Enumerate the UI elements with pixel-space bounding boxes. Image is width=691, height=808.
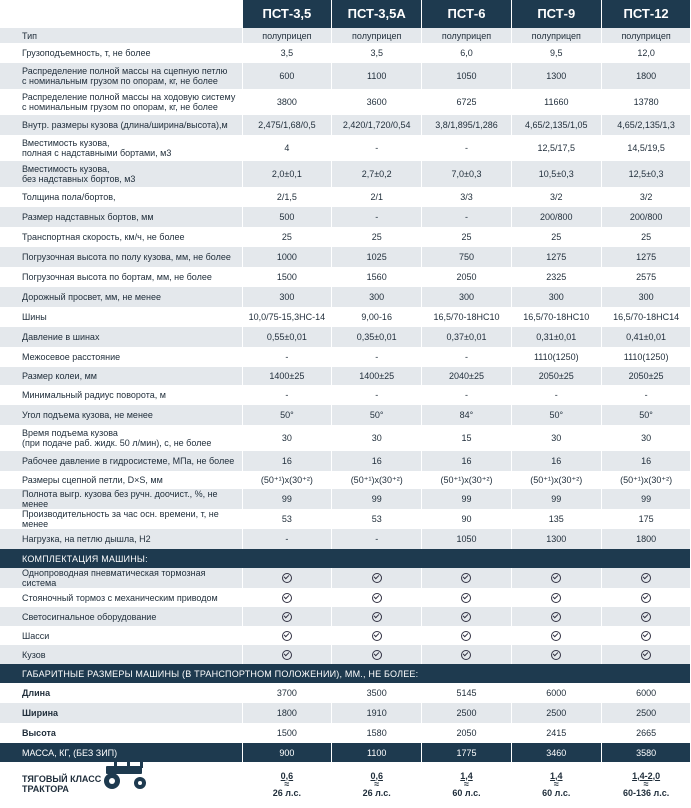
dimension-value: 6000 bbox=[601, 683, 691, 703]
spec-label: Угол подъема кузова, не менее bbox=[0, 405, 242, 425]
check-circle-icon bbox=[282, 612, 292, 622]
traction-label bbox=[0, 762, 242, 806]
spec-value: 1800 bbox=[601, 63, 691, 89]
spec-row bbox=[0, 471, 691, 489]
dimension-label: Длина bbox=[0, 683, 242, 703]
spec-label: Внутр. размеры кузова (длина/ширина/высота),м bbox=[0, 115, 242, 135]
check-circle-icon bbox=[282, 650, 292, 660]
spec-row bbox=[0, 347, 691, 367]
spec-value: 16,5/70-18НС14 bbox=[601, 307, 691, 327]
spec-value: 25 bbox=[242, 227, 332, 247]
spec-value: 9,5 bbox=[511, 43, 601, 63]
spec-label: Шины bbox=[0, 307, 242, 327]
dimension-value: 1800 bbox=[242, 703, 332, 723]
spec-value: 600 bbox=[242, 63, 332, 89]
approx-icon: ≈ bbox=[374, 778, 380, 789]
dimension-value: 3500 bbox=[332, 683, 422, 703]
spec-value: 7,0±0,3 bbox=[422, 161, 512, 187]
spec-value: 2050±25 bbox=[601, 367, 691, 385]
approx-icon: ≈ bbox=[464, 778, 469, 789]
check-circle-icon bbox=[372, 593, 382, 603]
equipment-row bbox=[0, 588, 691, 607]
spec-value: - bbox=[242, 529, 332, 549]
equipment-cell bbox=[422, 626, 512, 645]
spec-value: 99 bbox=[601, 489, 691, 509]
spec-label: Дорожный просвет, мм, не менее bbox=[0, 287, 242, 307]
equipment-cell bbox=[511, 645, 601, 664]
traction-power: 26 л.с. bbox=[362, 787, 391, 798]
spec-value: - bbox=[332, 135, 422, 161]
spec-row bbox=[0, 28, 691, 43]
spec-value: 16,5/70-18НС10 bbox=[422, 307, 512, 327]
spec-value: - bbox=[242, 347, 332, 367]
spec-value: (50⁺¹)х(30⁺²) bbox=[601, 471, 691, 489]
section-dimensions bbox=[0, 664, 691, 683]
spec-value: 10,5±0,3 bbox=[511, 161, 601, 187]
dimension-row bbox=[0, 723, 691, 743]
spec-row bbox=[0, 529, 691, 549]
mass-value: 3580 bbox=[601, 743, 691, 762]
equipment-cell bbox=[511, 588, 601, 607]
spec-value: - bbox=[601, 385, 691, 405]
spec-value: 750 bbox=[422, 247, 512, 267]
spec-value: 2575 bbox=[601, 267, 691, 287]
spec-value: полуприцеп bbox=[332, 28, 422, 43]
spec-label: Рабочее давление в гидросистеме, МПа, не более bbox=[0, 451, 242, 471]
header-blank bbox=[0, 0, 242, 28]
spec-value: 13780 bbox=[601, 89, 691, 115]
check-circle-icon bbox=[641, 612, 651, 622]
spec-value: 3,8/1,895/1,286 bbox=[422, 115, 512, 135]
spec-value: - bbox=[422, 385, 512, 405]
equipment-cell bbox=[422, 607, 512, 626]
traction-value bbox=[242, 762, 332, 806]
equipment-cell bbox=[601, 588, 691, 607]
section-equipment bbox=[0, 549, 691, 568]
check-circle-icon bbox=[461, 593, 471, 603]
spec-value: 6725 bbox=[422, 89, 512, 115]
equipment-cell bbox=[332, 588, 422, 607]
spec-value: 300 bbox=[511, 287, 601, 307]
spec-value: 300 bbox=[601, 287, 691, 307]
spec-value: 16 bbox=[601, 451, 691, 471]
spec-value: 2,0±0,1 bbox=[242, 161, 332, 187]
spec-value: 1400±25 bbox=[332, 367, 422, 385]
spec-label: Время подъема кузова (при подаче раб. жидк. 50 л/мин), с, не более bbox=[0, 425, 242, 451]
spec-value: 15 bbox=[422, 425, 512, 451]
spec-value: 30 bbox=[332, 425, 422, 451]
check-circle-icon bbox=[461, 631, 471, 641]
equipment-cell bbox=[332, 645, 422, 664]
spec-value: 2040±25 bbox=[422, 367, 512, 385]
dimension-value: 3700 bbox=[242, 683, 332, 703]
spec-value: (50⁺¹)х(30⁺²) bbox=[511, 471, 601, 489]
spec-value: 16 bbox=[422, 451, 512, 471]
dimension-value: 1580 bbox=[332, 723, 422, 743]
spec-value: 3800 bbox=[242, 89, 332, 115]
spec-value: 200/800 bbox=[601, 207, 691, 227]
spec-value: 3,5 bbox=[242, 43, 332, 63]
model-header: ПСТ-12 bbox=[601, 0, 691, 28]
equipment-cell bbox=[511, 607, 601, 626]
traction-value bbox=[422, 762, 512, 806]
spec-row bbox=[0, 247, 691, 267]
traction-class: 0,6 bbox=[370, 770, 383, 781]
spec-row bbox=[0, 267, 691, 287]
mass-label: МАССА, КГ, (БЕЗ ЗИП) bbox=[0, 743, 242, 762]
spec-value: 300 bbox=[242, 287, 332, 307]
equipment-row bbox=[0, 568, 691, 588]
spec-value: 300 bbox=[332, 287, 422, 307]
equipment-cell bbox=[332, 568, 422, 588]
spec-value: 99 bbox=[242, 489, 332, 509]
spec-value: 2/1 bbox=[332, 187, 422, 207]
spec-label: Межосевое расстояние bbox=[0, 347, 242, 367]
traction-value bbox=[601, 762, 691, 806]
check-circle-icon bbox=[551, 631, 561, 641]
spec-label: Вместимость кузова, полная с надставными бортами, м3 bbox=[0, 135, 242, 161]
dimension-value: 6000 bbox=[511, 683, 601, 703]
spec-label: Давление в шинах bbox=[0, 327, 242, 347]
spec-value: 0,55±0,01 bbox=[242, 327, 332, 347]
spec-row bbox=[0, 405, 691, 425]
spec-value: 0,31±0,01 bbox=[511, 327, 601, 347]
dimension-value: 2050 bbox=[422, 723, 512, 743]
equipment-row bbox=[0, 607, 691, 626]
model-header: ПСТ-3,5А bbox=[332, 0, 422, 28]
check-circle-icon bbox=[282, 573, 292, 583]
spec-row bbox=[0, 307, 691, 327]
spec-row bbox=[0, 367, 691, 385]
mass-value: 900 bbox=[242, 743, 332, 762]
spec-value: (50⁺¹)х(30⁺²) bbox=[242, 471, 332, 489]
spec-row bbox=[0, 425, 691, 451]
check-circle-icon bbox=[551, 612, 561, 622]
spec-value: 53 bbox=[332, 509, 422, 529]
check-circle-icon bbox=[282, 593, 292, 603]
spec-value: 4,65/2,135/1,05 bbox=[511, 115, 601, 135]
spec-value: 30 bbox=[601, 425, 691, 451]
spec-value: 16,5/70-18НС10 bbox=[511, 307, 601, 327]
approx-icon: ≈ bbox=[553, 778, 559, 789]
spec-label: Размеры сцепной петли, D×S, мм bbox=[0, 471, 242, 489]
spec-value: 1400±25 bbox=[242, 367, 332, 385]
spec-value: 25 bbox=[332, 227, 422, 247]
spec-value: 2050 bbox=[422, 267, 512, 287]
spec-value: 3600 bbox=[332, 89, 422, 115]
spec-value: 1110(1250) bbox=[601, 347, 691, 367]
spec-value: 9,00-16 bbox=[332, 307, 422, 327]
spec-value: 99 bbox=[422, 489, 512, 509]
equipment-cell bbox=[242, 607, 332, 626]
equipment-label: Однопроводная пневматическая тормозная система bbox=[0, 568, 242, 588]
spec-value: (50⁺¹)х(30⁺²) bbox=[332, 471, 422, 489]
traction-power: 26 л.с. bbox=[272, 787, 302, 798]
traction-power: 60-136 л.с. bbox=[622, 787, 670, 798]
spec-value: 14,5/19,5 bbox=[601, 135, 691, 161]
spec-label: Погрузочная высота по бортам, мм, не более bbox=[0, 267, 242, 287]
spec-value: 1050 bbox=[422, 63, 512, 89]
spec-row bbox=[0, 227, 691, 247]
spec-label: Толщина пола/бортов, bbox=[0, 187, 242, 207]
dimension-label: Ширина bbox=[0, 703, 242, 723]
spec-value: 1300 bbox=[511, 63, 601, 89]
check-circle-icon bbox=[641, 631, 651, 641]
equipment-cell bbox=[332, 626, 422, 645]
model-header: ПСТ-3,5 bbox=[242, 0, 332, 28]
spec-value: 3/2 bbox=[601, 187, 691, 207]
spec-value: - bbox=[332, 347, 422, 367]
model-header: ПСТ-6 bbox=[422, 0, 512, 28]
check-circle-icon bbox=[641, 593, 651, 603]
equipment-cell bbox=[422, 568, 512, 588]
dimension-value: 2665 bbox=[601, 723, 691, 743]
dimension-row bbox=[0, 683, 691, 703]
equipment-cell bbox=[511, 626, 601, 645]
spec-row bbox=[0, 451, 691, 471]
spec-label: Погрузочная высота по полу кузова, мм, не более bbox=[0, 247, 242, 267]
traction-power: 60 л.с. bbox=[542, 787, 571, 798]
equipment-cell bbox=[422, 588, 512, 607]
equipment-cell bbox=[422, 645, 512, 664]
spec-value: 4,65/2,135/1,3 bbox=[601, 115, 691, 135]
spec-row bbox=[0, 207, 691, 227]
spec-value: 12,5±0,3 bbox=[601, 161, 691, 187]
dimension-value: 5145 bbox=[422, 683, 512, 703]
equipment-cell bbox=[601, 645, 691, 664]
spec-value: 1560 bbox=[332, 267, 422, 287]
traction-class: 0,6 bbox=[280, 770, 294, 781]
spec-row bbox=[0, 509, 691, 529]
spec-row bbox=[0, 327, 691, 347]
section-title: ГАБАРИТНЫЕ РАЗМЕРЫ МАШИНЫ (В ТРАНСПОРТНОМ ПОЛОЖЕНИИ), ММ., НЕ БОЛЕЕ: bbox=[0, 664, 691, 683]
spec-value: 25 bbox=[511, 227, 601, 247]
spec-row bbox=[0, 135, 691, 161]
spec-value: - bbox=[422, 347, 512, 367]
spec-value: 1300 bbox=[511, 529, 601, 549]
spec-value: 1275 bbox=[511, 247, 601, 267]
spec-value: 3,5 bbox=[332, 43, 422, 63]
check-circle-icon bbox=[372, 612, 382, 622]
spec-label: Минимальный радиус поворота, м bbox=[0, 385, 242, 405]
equipment-cell bbox=[511, 568, 601, 588]
equipment-label: Стояночный тормоз с механическим приводом bbox=[0, 588, 242, 607]
spec-value: - bbox=[332, 207, 422, 227]
spec-value: 1500 bbox=[242, 267, 332, 287]
check-circle-icon bbox=[461, 573, 471, 583]
spec-value: 50° bbox=[511, 405, 601, 425]
spec-label: Вместимость кузова, без надставных бортов, м3 bbox=[0, 161, 242, 187]
traction-label-line1: ТЯГОВЫЙ КЛАСС bbox=[22, 774, 102, 784]
spec-value: 99 bbox=[332, 489, 422, 509]
equipment-cell bbox=[601, 626, 691, 645]
check-circle-icon bbox=[372, 650, 382, 660]
check-circle-icon bbox=[551, 593, 561, 603]
spec-value: 50° bbox=[601, 405, 691, 425]
check-circle-icon bbox=[461, 612, 471, 622]
spec-value: - bbox=[332, 529, 422, 549]
spec-value: 30 bbox=[242, 425, 332, 451]
spec-value: 500 bbox=[242, 207, 332, 227]
equipment-label: Светосигнальное оборудование bbox=[0, 607, 242, 626]
dimension-row bbox=[0, 703, 691, 723]
spec-value: 135 bbox=[511, 509, 601, 529]
spec-value: 30 bbox=[511, 425, 601, 451]
check-circle-icon bbox=[282, 631, 292, 641]
spec-value: - bbox=[332, 385, 422, 405]
spec-row bbox=[0, 63, 691, 89]
spec-value: 200/800 bbox=[511, 207, 601, 227]
spec-row bbox=[0, 43, 691, 63]
spec-value: 50° bbox=[332, 405, 422, 425]
spec-value: 10,0/75-15,3НС-14 bbox=[242, 307, 332, 327]
dimension-value: 2415 bbox=[511, 723, 601, 743]
dimension-value: 2500 bbox=[601, 703, 691, 723]
spec-label: Размер надставных бортов, мм bbox=[0, 207, 242, 227]
equipment-label: Кузов bbox=[0, 645, 242, 664]
spec-label: Распределение полной массы на ходовую систему с номинальным грузом по опорам, кг, не более bbox=[0, 89, 242, 115]
spec-value: 12,5/17,5 bbox=[511, 135, 601, 161]
spec-value: 53 bbox=[242, 509, 332, 529]
traction-row bbox=[0, 762, 691, 806]
spec-value: 300 bbox=[422, 287, 512, 307]
equipment-row bbox=[0, 645, 691, 664]
model-header: ПСТ-9 bbox=[511, 0, 601, 28]
spec-value: - bbox=[511, 385, 601, 405]
section-title: КОМПЛЕКТАЦИЯ МАШИНЫ: bbox=[0, 549, 691, 568]
spec-label: Транспортная скорость, км/ч, не более bbox=[0, 227, 242, 247]
spec-value: (50⁺¹)х(30⁺²) bbox=[422, 471, 512, 489]
equipment-label: Шасси bbox=[0, 626, 242, 645]
spec-value: 1025 bbox=[332, 247, 422, 267]
spec-row bbox=[0, 89, 691, 115]
spec-value: 99 bbox=[511, 489, 601, 509]
dimension-value: 2500 bbox=[511, 703, 601, 723]
traction-power: 60 л.с. bbox=[452, 787, 481, 798]
spec-label: Тип bbox=[0, 28, 242, 43]
spec-value: 0,37±0,01 bbox=[422, 327, 512, 347]
spec-value: 2,475/1,68/0,5 bbox=[242, 115, 332, 135]
spec-value: 0,41±0,01 bbox=[601, 327, 691, 347]
spec-value: 90 bbox=[422, 509, 512, 529]
tractor-icon bbox=[96, 762, 152, 792]
spec-value: 1110(1250) bbox=[511, 347, 601, 367]
spec-value: 16 bbox=[332, 451, 422, 471]
approx-icon: ≈ bbox=[284, 778, 290, 789]
spec-value: 84° bbox=[422, 405, 512, 425]
spec-value: 50° bbox=[242, 405, 332, 425]
mass-value: 1775 bbox=[422, 743, 512, 762]
spec-row bbox=[0, 115, 691, 135]
spec-row bbox=[0, 187, 691, 207]
spec-row bbox=[0, 287, 691, 307]
spec-value: 3/3 bbox=[422, 187, 512, 207]
equipment-cell bbox=[601, 568, 691, 588]
spec-row bbox=[0, 489, 691, 509]
spec-value: 2/1,5 bbox=[242, 187, 332, 207]
mass-value: 3460 bbox=[511, 743, 601, 762]
spec-value: 1800 bbox=[601, 529, 691, 549]
spec-value: 2325 bbox=[511, 267, 601, 287]
spec-label: Нагрузка, на петлю дышла, Н2 bbox=[0, 529, 242, 549]
check-circle-icon bbox=[461, 650, 471, 660]
check-circle-icon bbox=[372, 631, 382, 641]
spec-label: Распределение полной массы на сцепную петлю с номинальным грузом по опорам, кг, не более bbox=[0, 63, 242, 89]
traction-label-line2: ТРАКТОРА bbox=[22, 784, 69, 794]
equipment-cell bbox=[601, 607, 691, 626]
spec-value: 0,35±0,01 bbox=[332, 327, 422, 347]
spec-value: полуприцеп bbox=[422, 28, 512, 43]
spec-value: 2,7±0,2 bbox=[332, 161, 422, 187]
check-circle-icon bbox=[551, 650, 561, 660]
spec-value: - bbox=[242, 385, 332, 405]
spec-value: - bbox=[422, 135, 512, 161]
spec-value: 3/2 bbox=[511, 187, 601, 207]
spec-value: 11660 bbox=[511, 89, 601, 115]
mass-value: 1100 bbox=[332, 743, 422, 762]
check-circle-icon bbox=[551, 573, 561, 583]
check-circle-icon bbox=[372, 573, 382, 583]
dimension-label: Высота bbox=[0, 723, 242, 743]
spec-row bbox=[0, 161, 691, 187]
spec-value: 2,420/1,720/0,54 bbox=[332, 115, 422, 135]
spec-label: Размер колеи, мм bbox=[0, 367, 242, 385]
spec-value: 1100 bbox=[332, 63, 422, 89]
dimension-value: 1500 bbox=[242, 723, 332, 743]
traction-class: 1,4 bbox=[460, 770, 473, 781]
spec-label: Грузоподъемность, т, не более bbox=[0, 43, 242, 63]
spec-value: 6,0 bbox=[422, 43, 512, 63]
traction-value bbox=[332, 762, 422, 806]
spec-value: 2050±25 bbox=[511, 367, 601, 385]
spec-value: 1000 bbox=[242, 247, 332, 267]
approx-icon: ≈ bbox=[643, 778, 649, 789]
spec-value: 16 bbox=[242, 451, 332, 471]
header-row bbox=[0, 0, 691, 28]
equipment-cell bbox=[242, 588, 332, 607]
spec-label: Полнота выгр. кузова без ручн. доочист., %, не менее bbox=[0, 489, 242, 509]
traction-class: 1,4 bbox=[550, 770, 563, 781]
equipment-cell bbox=[332, 607, 422, 626]
spec-value: - bbox=[422, 207, 512, 227]
spec-value: полуприцеп bbox=[601, 28, 691, 43]
spec-row bbox=[0, 385, 691, 405]
equipment-cell bbox=[242, 645, 332, 664]
check-circle-icon bbox=[641, 573, 651, 583]
equipment-cell bbox=[242, 626, 332, 645]
spec-value: 1275 bbox=[601, 247, 691, 267]
equipment-row bbox=[0, 626, 691, 645]
spec-value: полуприцеп bbox=[511, 28, 601, 43]
spec-value: 25 bbox=[601, 227, 691, 247]
traction-class: 1,4-2,0 bbox=[632, 770, 661, 781]
spec-value: 25 bbox=[422, 227, 512, 247]
spec-value: 12,0 bbox=[601, 43, 691, 63]
dimension-value: 1910 bbox=[332, 703, 422, 723]
spec-value: 175 bbox=[601, 509, 691, 529]
spec-label: Производительность за час осн. времени, т, не менее bbox=[0, 509, 242, 529]
spec-value: 4 bbox=[242, 135, 332, 161]
equipment-cell bbox=[242, 568, 332, 588]
mass-row bbox=[0, 743, 691, 762]
spec-value: 16 bbox=[511, 451, 601, 471]
traction-value bbox=[511, 762, 601, 806]
spec-value: 1050 bbox=[422, 529, 512, 549]
dimension-value: 2500 bbox=[422, 703, 512, 723]
spec-value: полуприцеп bbox=[242, 28, 332, 43]
check-circle-icon bbox=[641, 650, 651, 660]
